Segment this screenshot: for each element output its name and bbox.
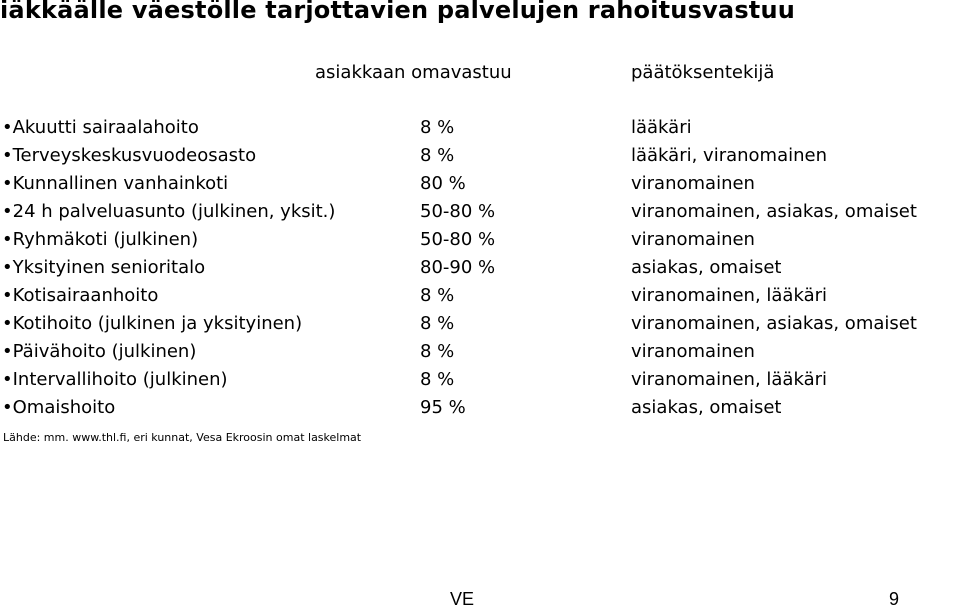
decision-maker: lääkäri, viranomainen	[631, 145, 828, 166]
service-name: •Yksityinen senioritalo	[2, 257, 206, 278]
decision-maker: viranomainen, asiakas, omaiset	[631, 313, 917, 334]
customer-share: 50-80 %	[420, 201, 496, 222]
column-header-customer-share: asiakkaan omavastuu	[315, 62, 512, 83]
customer-share: 8 %	[420, 285, 455, 306]
decision-maker: asiakas, omaiset	[631, 397, 782, 418]
list-item	[0, 226, 960, 254]
list-item	[0, 282, 960, 310]
decision-maker: viranomainen, asiakas, omaiset	[631, 201, 917, 222]
decision-maker: viranomainen	[631, 173, 755, 194]
service-name: •Kunnallinen vanhainkoti	[2, 173, 229, 194]
customer-share: 8 %	[420, 341, 455, 362]
customer-share: 8 %	[420, 313, 455, 334]
list-item	[0, 338, 960, 366]
list-item	[0, 114, 960, 142]
list-item	[0, 254, 960, 282]
page-number: 9	[889, 589, 900, 609]
service-name: •Päivähoito (julkinen)	[2, 341, 197, 362]
footer-author: VE	[450, 589, 475, 609]
decision-maker: viranomainen, lääkäri	[631, 285, 828, 306]
list-item	[0, 310, 960, 338]
customer-share: 8 %	[420, 369, 455, 390]
service-name: •Kotihoito (julkinen ja yksityinen)	[2, 313, 303, 334]
column-header-decision-maker: päätöksentekijä	[631, 62, 775, 83]
customer-share: 80-90 %	[420, 257, 496, 278]
customer-share: 8 %	[420, 145, 455, 166]
decision-maker: viranomainen	[631, 229, 755, 250]
list-item	[0, 198, 960, 226]
decision-maker: lääkäri	[631, 117, 692, 138]
service-name: •Ryhmäkoti (julkinen)	[2, 229, 199, 250]
decision-maker: asiakas, omaiset	[631, 257, 782, 278]
customer-share: 8 %	[420, 117, 455, 138]
list-item	[0, 394, 960, 422]
service-name: •Omaishoito	[2, 397, 116, 418]
customer-share: 50-80 %	[420, 229, 496, 250]
service-name: •Intervallihoito (julkinen)	[2, 369, 228, 390]
list-item	[0, 142, 960, 170]
decision-maker: viranomainen	[631, 341, 755, 362]
customer-share: 95 %	[420, 397, 466, 418]
customer-share: 80 %	[420, 173, 466, 194]
service-name: •Akuutti sairaalahoito	[2, 117, 199, 138]
list-item	[0, 366, 960, 394]
service-name: •24 h palveluasunto (julkinen, yksit.)	[2, 201, 336, 222]
page-title: iäkkäälle väestölle tarjottavien palvelujen rahoitusvastuu	[0, 0, 796, 24]
list-item	[0, 170, 960, 198]
service-name: •Kotisairaanhoito	[2, 285, 159, 306]
service-list	[0, 114, 960, 422]
source-note: Lähde: mm. www.thl.fi, eri kunnat, Vesa Ekroosin omat laskelmat	[3, 431, 362, 444]
service-name: •Terveyskeskusvuodeosasto	[2, 145, 257, 166]
decision-maker: viranomainen, lääkäri	[631, 369, 828, 390]
